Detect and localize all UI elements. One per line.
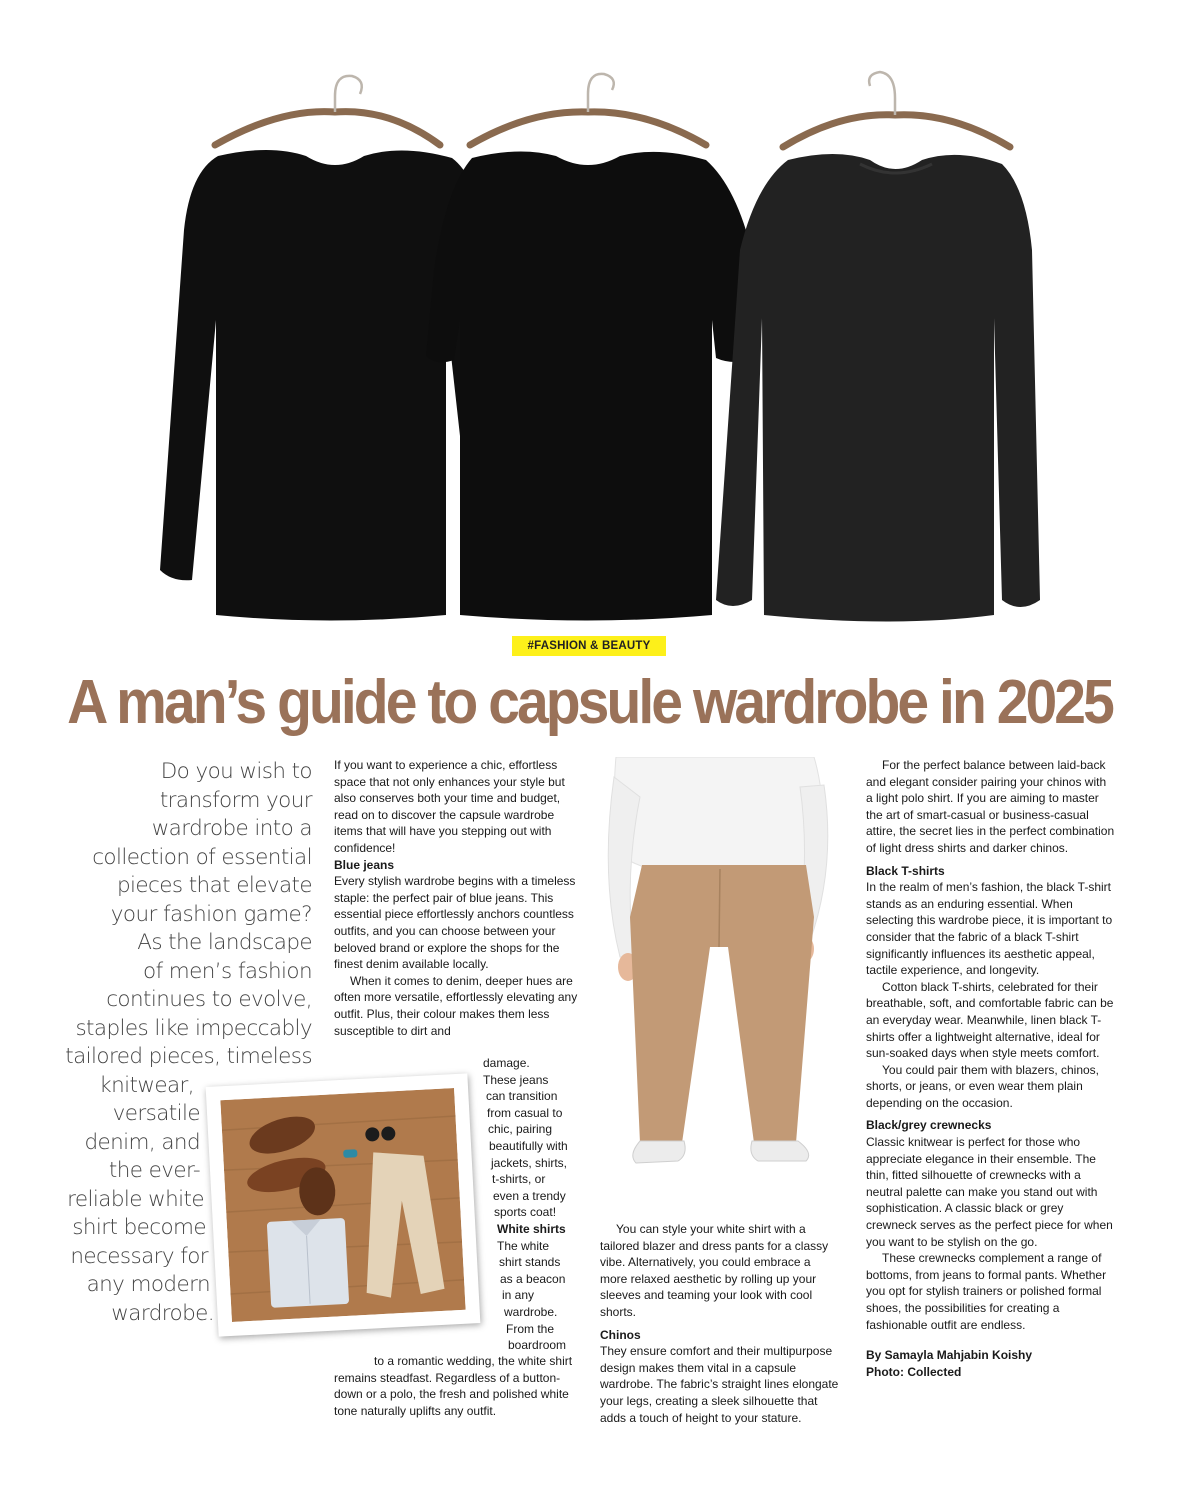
text-line: can transition (486, 1089, 558, 1104)
paragraph: In the realm of men’s fashion, the black T-shirt stands as an enduring essential. When selecting this wardrobe piece, it is important to consider that the fabric of a black T-shirt significantly influences its aesthetic appeal, tactile experience, and longevity. (866, 880, 1113, 978)
text-line: even a trendy (493, 1188, 566, 1203)
text-line: beautifully with (489, 1138, 568, 1153)
intro-line: knitwear, (99, 1072, 194, 1098)
text-line: From the (506, 1321, 555, 1336)
byline: By Samayla Mahjabin Koishy (866, 1348, 1033, 1363)
intro-line: denim, and (84, 1129, 200, 1155)
headline: A man’s guide to capsule wardrobe in 2025 (67, 668, 1112, 737)
text-line: The white (497, 1238, 550, 1253)
intro-line: pieces that elevate (116, 873, 312, 898)
intro-line: continues to evolve, (106, 987, 312, 1012)
subhead-crewnecks: Black/grey crewnecks (866, 1118, 992, 1133)
article-column-1-end (334, 1353, 584, 1419)
paragraph: You can style your white shirt with a tailored blazer and dress pants for a classy vibe. Alternatively, you could embrace a more relaxed aesthetic by rolling up your sleeves and teaming your look with cool shorts. (600, 1222, 829, 1319)
subhead-chinos: Chinos (600, 1327, 641, 1342)
section-tag: #FASHION & BEAUTY (512, 636, 666, 656)
article-column-4 (866, 757, 1116, 1380)
paragraph: When it comes to denim, deeper hues are often more versatile, effortlessly elevating any outfit. Plus, their colour makes them less susceptible to dirt and (334, 973, 578, 1038)
intro-line: the ever- (108, 1158, 200, 1183)
paragraph: For the perfect balance between laid-back and elegant consider pairing your chinos with a light polo shirt. If you are aiming to master the art of smart-casual or business-casual attire, the secret lies in the perfect combination of light dress shirts and darker chinos. (866, 758, 1115, 855)
intro-line: Do you wish to (160, 759, 312, 784)
paragraph: They ensure comfort and their multipurpose design makes them vital in a capsule wardrobe. The fabric’s straight lines elongate your legs, creating a sleek silhouette that adds a touch of height to your stature. (600, 1344, 839, 1425)
text-line: as a beacon (500, 1271, 566, 1286)
hero-photo-black-shirts (80, 60, 1100, 630)
paragraph: These crewnecks complement a range of bottoms, from jeans to formal pants. Whether you opt for stylish trainers or polished formal shoes, the possibilities for creating a fashionable outfit are endless. (866, 1251, 1107, 1332)
text-line: damage. (483, 1056, 530, 1070)
article-column-1 (334, 757, 580, 1039)
intro-line: shirt become (72, 1215, 206, 1240)
text-line: shirt stands (499, 1255, 561, 1270)
intro-line: staples like impeccably (75, 1015, 312, 1041)
paragraph: You could pair them with blazers, chinos, shorts, or jeans, or even wear them plain depending on the occasion. (866, 1062, 1100, 1110)
intro-line: wardrobe. (111, 1300, 214, 1326)
intro-line: transform your (159, 787, 312, 813)
paragraph: Cotton black T-shirts, celebrated for their breathable, soft, and comfortable fabric can be an everyday wear. Meanwhile, linen black T-shirts offer a lightweight alternative, ideal for sun-soaked days when style meets comfort. (866, 979, 1114, 1061)
article-column-1-wrap (483, 1055, 583, 1221)
intro-line: necessary for (70, 1243, 208, 1269)
flatlay-photo (220, 1088, 465, 1322)
intro-line: reliable white (67, 1186, 204, 1212)
subhead-black-tshirts: Black T-shirts (866, 863, 945, 878)
text-line: chic, pairing (488, 1122, 553, 1137)
text-line: boardroom (508, 1338, 567, 1353)
paragraph: to a romantic wedding, the white shirt remains steadfast. Regardless of a button-down or a polo, the fresh and polished white tone naturally uplifts any outfit. (334, 1354, 573, 1418)
text-line: in any (502, 1288, 535, 1303)
text-line: t-shirts, or (492, 1172, 546, 1187)
intro-line: versatile (112, 1101, 200, 1126)
paragraph: Classic knitwear is perfect for those who appreciate elegance in their ensemble. The thin, fitted silhouette of crewnecks with a neutral palette can make you stand out with sophistication. A classic black or grey crewneck serves as the perfect piece for when you want to be stylish on the go. (866, 1135, 1113, 1249)
text-line: sports coat! (494, 1205, 557, 1220)
opening-paragraph: If you want to experience a chic, effortless space that not only enhances your style but also conserves both your time and budget, read on to discover the capsule wardrobe items that will have you stepping out with confidence! (334, 758, 565, 855)
model-photo-chinos (600, 757, 840, 1203)
text-line: wardrobe. (504, 1304, 558, 1319)
intro-line: any modern (86, 1272, 210, 1297)
subhead-white-shirts: White shirts (497, 1222, 566, 1236)
intro-line: wardrobe into a (151, 816, 312, 841)
intro-line: As the landscape (137, 930, 312, 955)
text-line: These jeans (483, 1072, 549, 1087)
intro-line: tailored pieces, timeless (65, 1044, 312, 1069)
article-column-3 (600, 1221, 840, 1426)
intro-line: collection of essential (92, 844, 312, 870)
subhead-blue-jeans: Blue jeans (334, 857, 395, 872)
intro-line: of men’s fashion (143, 958, 312, 984)
paragraph: Every stylish wardrobe begins with a timeless staple: the perfect pair of blue jeans. This essential piece effortlessly anchors countless outfits, and you can choose between your beloved brand or explore the shops for the finest denim available locally. (334, 874, 576, 972)
polaroid-photo-flatlay (206, 1073, 481, 1336)
article-column-1-white-shirts (497, 1221, 587, 1354)
intro-line: your fashion game? (110, 901, 312, 927)
text-line: from casual to (487, 1105, 563, 1120)
photo-credit: Photo: Collected (866, 1364, 962, 1379)
text-line: jackets, shirts, (491, 1155, 568, 1170)
